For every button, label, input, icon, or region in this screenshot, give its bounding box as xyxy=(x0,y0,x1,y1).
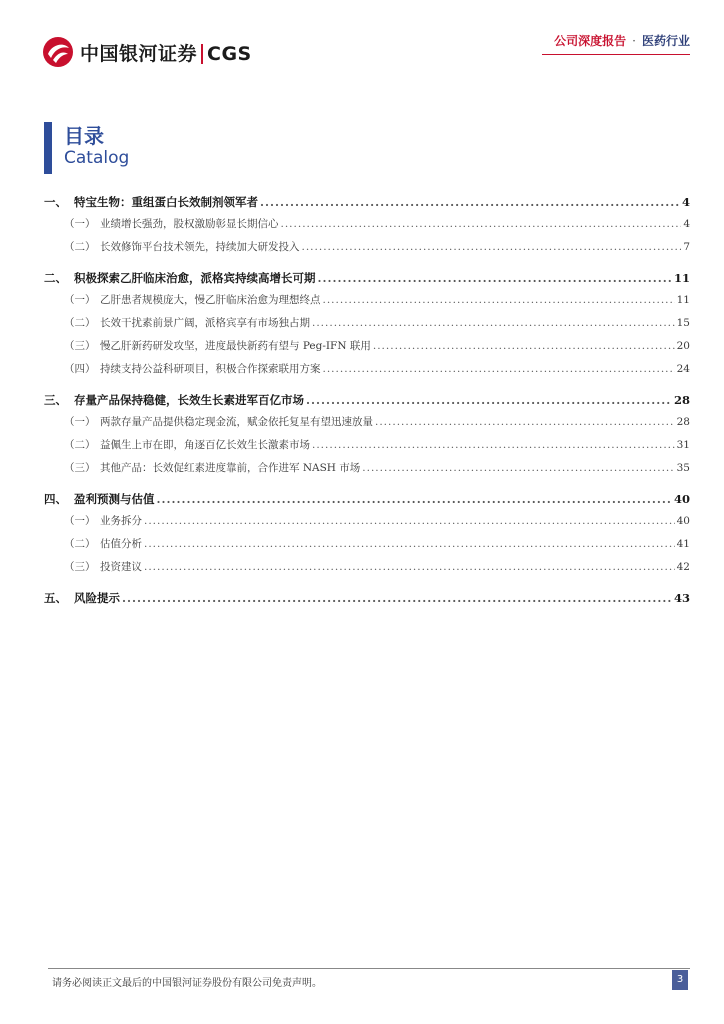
toc-entry-number: （四） xyxy=(64,363,96,375)
toc-entry-number: 一、 xyxy=(44,195,67,209)
toc-entry-leader xyxy=(323,294,675,306)
toc-entry-page: 31 xyxy=(676,439,690,451)
toc-subsection-entry[interactable] xyxy=(44,338,690,361)
toc-entry-page: 40 xyxy=(673,492,690,506)
page-number-badge: 3 xyxy=(672,970,688,990)
toc-entry-page: 40 xyxy=(676,515,690,527)
toc-entry-leader xyxy=(144,561,675,573)
brand-name xyxy=(80,39,252,66)
toc-accent-bar xyxy=(44,122,52,174)
toc-entry-title: 益佩生上市在即，角逐百亿长效生长激素市场 xyxy=(100,439,310,451)
toc-entry-page: 35 xyxy=(676,462,690,474)
toc-entry-title: 风险提示 xyxy=(74,591,120,605)
toc-entry-title: 估值分析 xyxy=(100,538,142,550)
toc-entry-leader xyxy=(144,515,675,527)
toc-entry-leader xyxy=(144,538,675,550)
toc-entry-number: （三） xyxy=(64,340,96,352)
toc-entry-page: 28 xyxy=(676,416,690,428)
toc-entry-page: 7 xyxy=(683,241,690,253)
toc-entry-page: 20 xyxy=(676,340,690,352)
toc-entry-leader xyxy=(306,393,672,407)
toc-section-entry[interactable] xyxy=(44,194,690,216)
toc-entry-page: 15 xyxy=(676,317,690,329)
toc-entry-leader xyxy=(281,218,682,230)
toc-entry-number: （三） xyxy=(64,561,96,573)
report-type-separator: · xyxy=(632,34,636,48)
toc-entry-title: 其他产品：长效促红素进度靠前，合作进军 NASH 市场 xyxy=(100,462,361,474)
toc-entry-title: 长效修饰平台技术领先，持续加大研发投入 xyxy=(100,241,300,253)
toc-entry-title: 慢乙肝新药研发攻坚，进度最快新药有望与 Peg-IFN 联用 xyxy=(100,340,371,352)
toc-entry-leader xyxy=(373,340,675,352)
toc-entry-title: 投资建议 xyxy=(100,561,142,573)
toc-entry-number: （一） xyxy=(64,294,96,306)
toc-entry-title: 盈利预测与估值 xyxy=(74,492,155,506)
cgs-logo-icon xyxy=(42,36,74,68)
toc-entry-page: 4 xyxy=(681,195,690,209)
toc-entry-title: 业绩增长强劲，股权激励彰显长期信心 xyxy=(100,218,279,230)
toc-entry-title: 两款存量产品提供稳定现金流，赋金依托复星有望迅速放量 xyxy=(100,416,373,428)
table-of-contents xyxy=(44,186,690,612)
toc-entry-page: 28 xyxy=(673,393,690,407)
toc-entry-title: 积极探索乙肝临床治愈，派格宾持续高增长可期 xyxy=(74,271,316,285)
footer-disclaimer: 请务必阅读正文最后的中国银河证券股份有限公司免责声明。 xyxy=(52,978,322,989)
toc-subsection-entry[interactable] xyxy=(44,292,690,315)
toc-subsection-entry[interactable] xyxy=(44,315,690,338)
toc-subsection-entry[interactable] xyxy=(44,460,690,483)
toc-entry-number: （三） xyxy=(64,462,96,474)
toc-subsection-entry[interactable] xyxy=(44,437,690,460)
toc-subsection-entry[interactable] xyxy=(44,536,690,559)
toc-entry-leader xyxy=(312,439,675,451)
brand-separator xyxy=(201,44,203,64)
toc-subsection-entry[interactable] xyxy=(44,361,690,384)
toc-entry-page: 24 xyxy=(676,363,690,375)
toc-entry-title: 乙肝患者规模庞大，慢乙肝临床治愈为理想终点 xyxy=(100,294,321,306)
industry-label: 医药行业 xyxy=(641,34,690,48)
toc-entry-leader xyxy=(157,492,672,506)
toc-entry-number: 四、 xyxy=(44,492,67,506)
toc-section-entry[interactable] xyxy=(44,270,690,292)
toc-subtitle: Catalog xyxy=(64,148,130,168)
toc-entry-page: 4 xyxy=(683,218,690,230)
toc-entry-title: 业务拆分 xyxy=(100,515,142,527)
toc-entry-leader xyxy=(362,462,674,474)
toc-subsection-entry[interactable] xyxy=(44,216,690,239)
toc-entry-number: 二、 xyxy=(44,271,67,285)
toc-subsection-entry[interactable] xyxy=(44,414,690,437)
toc-entry-page: 41 xyxy=(676,538,690,550)
toc-entry-title: 特宝生物：重组蛋白长效制剂领军者 xyxy=(74,195,258,209)
toc-subsection-entry[interactable] xyxy=(44,559,690,582)
toc-entry-number: （一） xyxy=(64,515,96,527)
toc-subsection-entry[interactable] xyxy=(44,239,690,262)
brand-name-en: CGS xyxy=(207,42,252,65)
report-category xyxy=(554,32,690,49)
toc-entry-leader xyxy=(318,271,672,285)
brand-name-cn: 中国银河证券 xyxy=(80,42,198,65)
toc-entry-number: （二） xyxy=(64,439,96,451)
toc-entry-title: 持续支持公益科研项目，积极合作探索联用方案 xyxy=(100,363,321,375)
toc-entry-page: 11 xyxy=(673,271,690,285)
toc-entry-number: （二） xyxy=(64,538,96,550)
toc-entry-number: 三、 xyxy=(44,393,67,407)
toc-entry-leader xyxy=(323,363,675,375)
toc-entry-number: 五、 xyxy=(44,591,67,605)
toc-section-entry[interactable] xyxy=(44,491,690,513)
toc-entry-page: 11 xyxy=(676,294,690,306)
toc-entry-leader xyxy=(122,591,672,605)
toc-entry-title: 存量产品保持稳健，长效生长素进军百亿市场 xyxy=(74,393,304,407)
toc-title: 目录 xyxy=(64,124,104,148)
toc-entry-leader xyxy=(312,317,675,329)
toc-entry-page: 42 xyxy=(676,561,690,573)
toc-section-entry[interactable] xyxy=(44,590,690,612)
toc-entry-number: （一） xyxy=(64,218,96,230)
toc-entry-title: 长效干扰素前景广阔，派格宾享有市场独占期 xyxy=(100,317,310,329)
brand-logo xyxy=(42,36,252,68)
toc-entry-number: （二） xyxy=(64,241,96,253)
header-divider xyxy=(542,54,690,55)
toc-entry-leader xyxy=(260,195,680,209)
toc-entry-number: （二） xyxy=(64,317,96,329)
toc-entry-leader xyxy=(375,416,675,428)
toc-section-entry[interactable] xyxy=(44,392,690,414)
report-type-label: 公司深度报告 xyxy=(554,34,627,48)
footer-divider xyxy=(48,968,690,969)
toc-entry-leader xyxy=(302,241,682,253)
toc-entry-page: 43 xyxy=(673,591,690,605)
toc-subsection-entry[interactable] xyxy=(44,513,690,536)
toc-entry-number: （一） xyxy=(64,416,96,428)
